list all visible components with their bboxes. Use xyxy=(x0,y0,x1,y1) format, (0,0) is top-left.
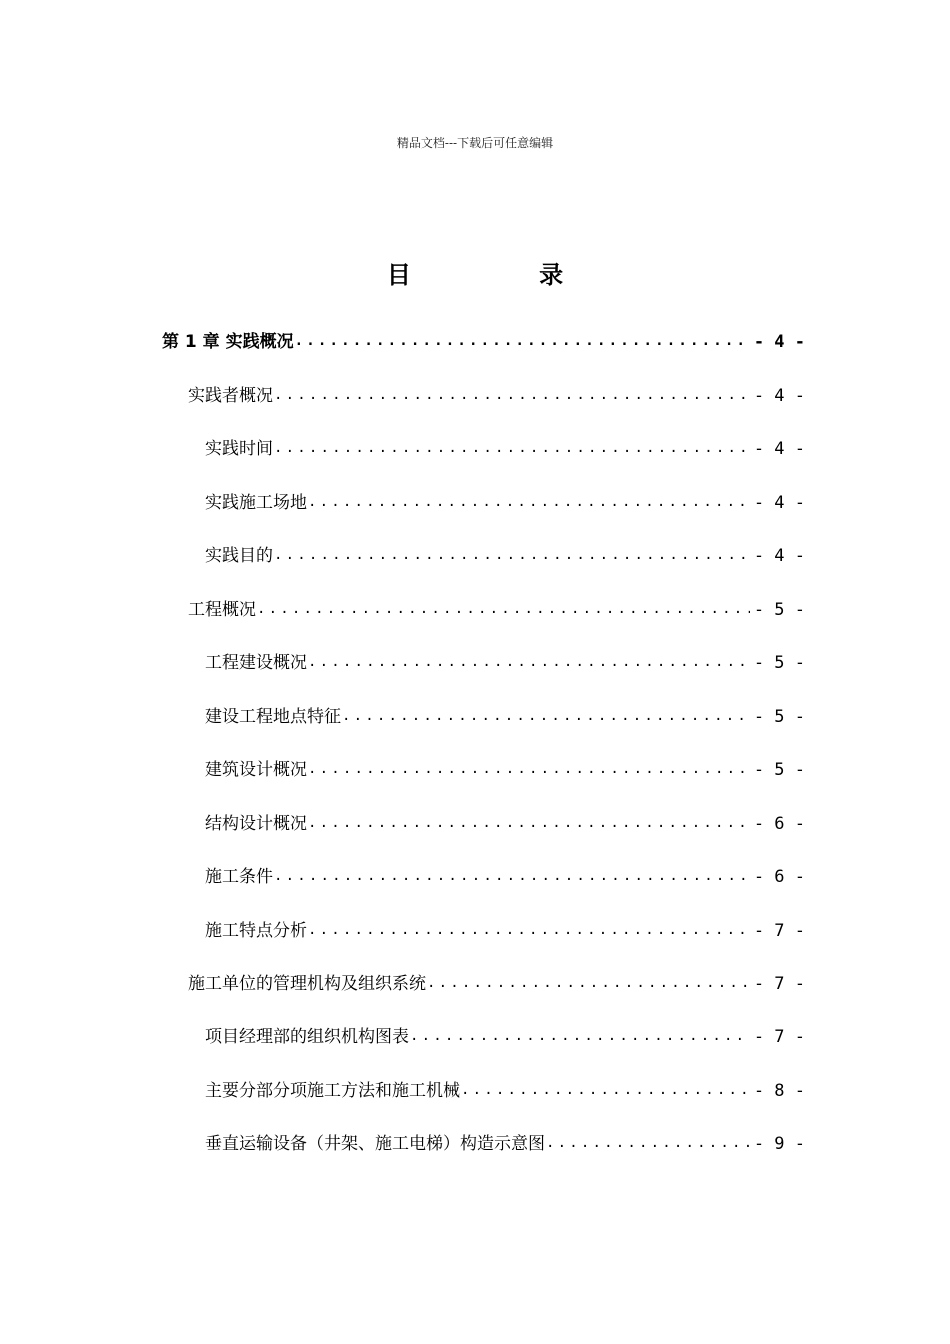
dot-leader xyxy=(257,599,750,620)
toc-entry-page: - 4 - xyxy=(753,386,805,406)
toc-entry[interactable] xyxy=(205,808,805,834)
toc-entry[interactable] xyxy=(205,701,805,727)
dot-leader xyxy=(308,652,750,673)
toc-entry[interactable] xyxy=(205,487,805,513)
toc-entry-label: 工程建设概况 xyxy=(205,653,307,673)
toc-entry-label: 第 1 章 实践概况 xyxy=(162,332,294,352)
toc-entry-label: 施工条件 xyxy=(205,867,273,887)
toc-entry-label: 实践时间 xyxy=(205,439,273,459)
toc-entry-page: - 5 - xyxy=(753,760,805,780)
toc-entry-page: - 4 - xyxy=(753,332,805,352)
toc-entry-label: 项目经理部的组织机构图表 xyxy=(205,1027,409,1047)
dot-leader xyxy=(461,1080,750,1101)
dot-leader xyxy=(427,973,750,994)
toc-entry-page: - 7 - xyxy=(753,921,805,941)
toc-entry-label: 垂直运输设备（井架、施工电梯）构造示意图 xyxy=(205,1134,545,1154)
toc-entry-chapter-1[interactable] xyxy=(162,326,805,352)
toc-entry-label: 施工特点分析 xyxy=(205,921,307,941)
toc-entry-page: - 7 - xyxy=(753,1027,805,1047)
toc-entry-page: - 9 - xyxy=(753,1134,805,1154)
toc-entry-label: 主要分部分项施工方法和施工机械 xyxy=(205,1081,460,1101)
toc-entry-label: 建设工程地点特征 xyxy=(205,707,341,727)
toc-entry-page: - 5 - xyxy=(753,600,805,620)
dot-leader xyxy=(342,706,750,727)
dot-leader xyxy=(308,920,750,941)
dot-leader xyxy=(410,1026,750,1047)
toc-entry-page: - 5 - xyxy=(753,707,805,727)
toc-entry-label: 建筑设计概况 xyxy=(205,760,307,780)
toc-entry-label: 结构设计概况 xyxy=(205,814,307,834)
toc-entry-page: - 4 - xyxy=(753,493,805,513)
toc-entry-page: - 5 - xyxy=(753,653,805,673)
toc-entry[interactable] xyxy=(205,540,805,566)
toc-entry[interactable] xyxy=(188,380,805,406)
dot-leader xyxy=(546,1133,750,1154)
toc-entry[interactable] xyxy=(205,1075,805,1101)
toc-entry[interactable] xyxy=(205,647,805,673)
dot-leader xyxy=(274,438,750,459)
toc-entry-page: - 4 - xyxy=(753,439,805,459)
toc-entry[interactable] xyxy=(205,1021,805,1047)
dot-leader xyxy=(308,492,750,513)
toc-entry[interactable] xyxy=(205,861,805,887)
dot-leader xyxy=(295,331,750,352)
toc-entry-label: 实践者概况 xyxy=(188,386,273,406)
toc-entry-label: 施工单位的管理机构及组织系统 xyxy=(188,974,426,994)
toc-entry-label: 工程概况 xyxy=(188,600,256,620)
toc-entry[interactable] xyxy=(205,915,805,941)
toc-title: 目 录 xyxy=(386,261,624,289)
toc-entry[interactable] xyxy=(188,594,805,620)
document-watermark: 精品文档---下载后可任意编辑 xyxy=(396,136,554,150)
toc-entry-page: - 7 - xyxy=(753,974,805,994)
dot-leader xyxy=(308,759,750,780)
toc-entry-page: - 6 - xyxy=(753,814,805,834)
toc-entry[interactable] xyxy=(205,1128,805,1154)
toc-entry-page: - 6 - xyxy=(753,867,805,887)
dot-leader xyxy=(274,545,750,566)
toc-entry-label: 实践施工场地 xyxy=(205,493,307,513)
dot-leader xyxy=(308,813,750,834)
toc-entry-page: - 4 - xyxy=(753,546,805,566)
toc-entry[interactable] xyxy=(188,968,805,994)
toc-entry[interactable] xyxy=(205,433,805,459)
toc-entry-page: - 8 - xyxy=(753,1081,805,1101)
dot-leader xyxy=(274,866,750,887)
dot-leader xyxy=(274,385,750,406)
toc-entry-label: 实践目的 xyxy=(205,546,273,566)
toc-entry[interactable] xyxy=(205,754,805,780)
